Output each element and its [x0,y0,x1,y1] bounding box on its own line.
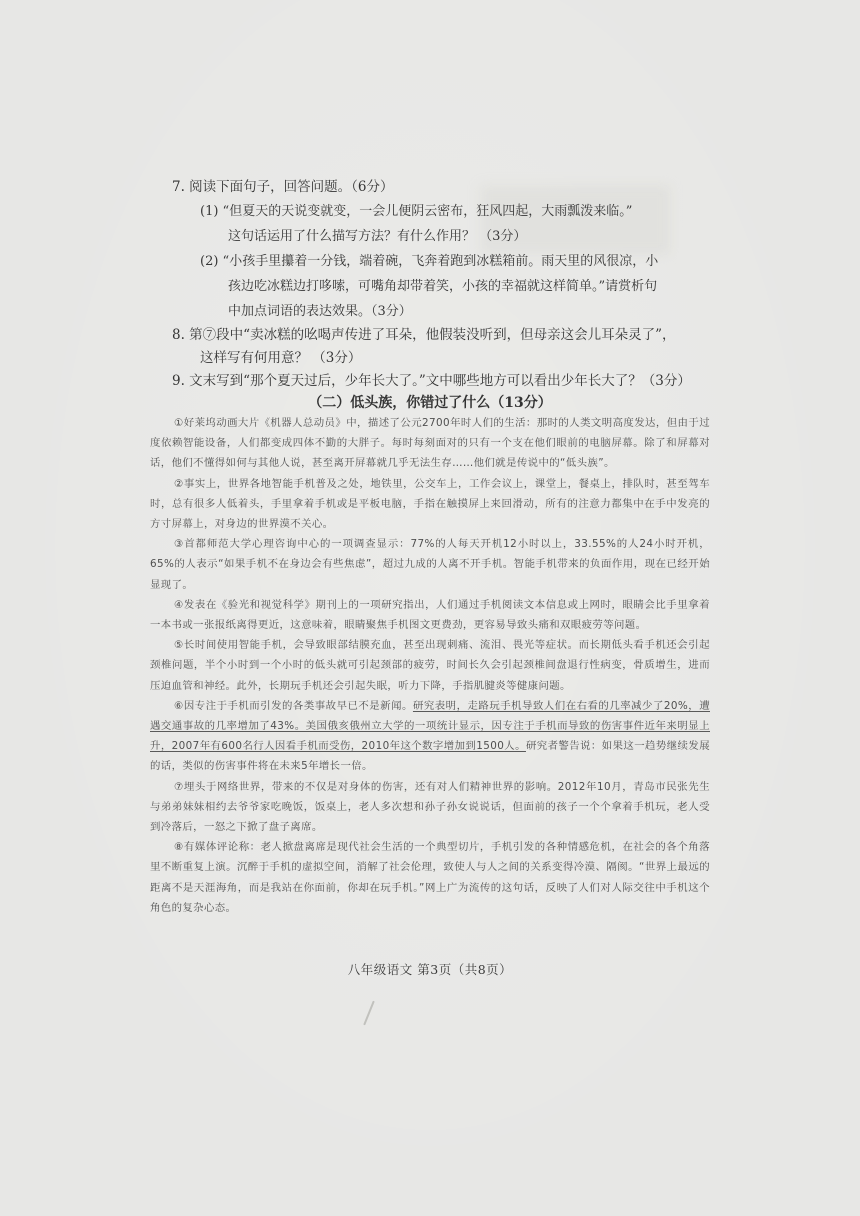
question-7-sub2-line3: 中加点词语的表达效果。（3分） [228,304,412,319]
paragraph-2: ②事实上，世界各地智能手机普及之处，地铁里，公交车上，工作会议上，课堂上，餐桌上，排队时，甚至驾车时，总有很多人低着头，手里拿着手机或是平板电脑，手指在触摸屏上来回滑动，所有的注意力都集中在手中发亮的方寸屏幕上，对身边的世界漠不关心。 [150,477,710,531]
paragraph-1: ①好莱坞动画大片《机器人总动员》中，描述了公元2700年时人们的生活：那时的人类文明高度发达，但由于过度依赖智能设备，人们都变成四体不勤的大胖子。每时每刻面对的只有一个支在他们眼前的电脑屏幕。除了和屏幕对话，他们不懂得如何与其他人说，甚至离开屏幕就几乎无法生存……他们就是传说中的“低头族”。 [150,417,710,470]
question-7-sub1-line1: (1) “但夏天的天说变就变，一会儿便阴云密布，狂风四起，大雨瓢泼来临。” [200,204,633,219]
paragraph-5: ⑤长时间使用智能手机，会导致眼部结膜充血，甚至出现刺痛、流泪、畏光等症状。而长期低头看手机还会引起颈椎问题，半个小时到一个小时的低头就可引起颈部的疲劳，时间长久会引起颈椎间盘退行性病变，骨质增生，进而压迫血管和神经。此外，长期玩手机还会引起失眠，听力下降，手指肌腱炎等健康问题。 [150,639,710,692]
paragraph-6-tail: 研究者警告说：如果这一趋势继续发展的话，类似的伤害事件将在未来5年增长一倍。 [150,740,710,773]
paragraph-3: ③首都师范大学心理咨询中心的一项调查显示：77%的人每天开机12小时以上，33.55%的人24小时开机，65%的人表示“如果手机不在身边会有些焦虑”，超过九成的人离不开手机。智能手机带来的负面作用，现在已经开始显现了。 [150,538,710,591]
question-7-sub2-line1: (2) “小孩手里攥着一分钱，端着碗，飞奔着跑到冰糕箱前。雨天里的风很凉，小 [200,254,659,269]
question-8-cont [172,347,710,370]
question-7-sub1-line2: 这句话运用了什么描写方法？有什么作用？ （3分） [228,229,527,244]
paragraph-6-lead: ⑥因专注于手机而引发的各类事故早已不是新闻。 [174,699,413,712]
paragraph-6-underlined: 研究表明，走路玩手机导致人们在右看的几率减少了20%，遭遇交通事故的几率增加了43%。美国俄亥俄州立大学的一项统计显示，因专注于手机而导致的伤害事件近年来明显上升，2007年有600名行人因看手机而受伤，2010年这个数字增加到1500人。 [150,699,710,753]
paragraph-8: ⑧有媒体评论称：老人掀盘离席是现代社会生活的一个典型切片，手机引发的各种情感危机，在社会的各个角落里不断重复上演。沉醉于手机的虚拟空间，消解了社会伦理，致使人与人之间的关系变得冷漠、隔阂。“世界上最远的距离不是天涯海角，而是我站在你面前，你却在玩手机。”网上广为流传的这句话，反映了人们对人际交往中手机这个角色的复杂心态。 [150,841,710,914]
pencil-mark [363,1001,375,1026]
page-footer: 八年级语文 第3页（共8页） [347,962,513,977]
question-9-line1: 9. 文末写到“那个夏天过后，少年长大了。”文中哪些地方可以看出少年长大了？（3分） [172,373,691,389]
question-7-sub2-line2: 孩边吃冰糕边打哆嗦，可嘴角却带着笑，小孩的幸福就这样简单。”请赏析句 [228,279,658,294]
page-content [150,176,710,918]
paragraph-6 [150,696,710,777]
question-7-stem: 7. 阅读下面句子，回答问题。（6分） [172,179,394,195]
section-title: （二）低头族，你错过了什么（13分） [308,395,552,411]
paragraph-7: ⑦埋头于网络世界，带来的不仅是对身体的伤害，还有对人们精神世界的影响。2012年10月，青岛市民张先生与弟弟妹妹相约去爷爷家吃晚饭，饭桌上，老人多次想和孙子孙女说说话，但面前的孩子一个个拿着手机玩，老人受到冷落后，一怒之下掀了盘子离席。 [150,780,710,834]
question-8-line1: 8. 第⑦段中“卖冰糕的吆喝声传进了耳朵，他假装没听到，但母亲这会儿耳朵灵了”， [172,327,676,343]
paragraph-4: ④发表在《验光和视觉科学》期刊上的一项研究指出，人们通过手机阅读文本信息或上网时，眼睛会比手里拿着一本书或一张报纸离得更近，这意味着，眼睛聚焦手机图文更费劲，更容易导致头痛和双眼疲劳等问题。 [150,598,710,632]
question-8-line2: 这样写有何用意？ （3分） [200,350,362,366]
